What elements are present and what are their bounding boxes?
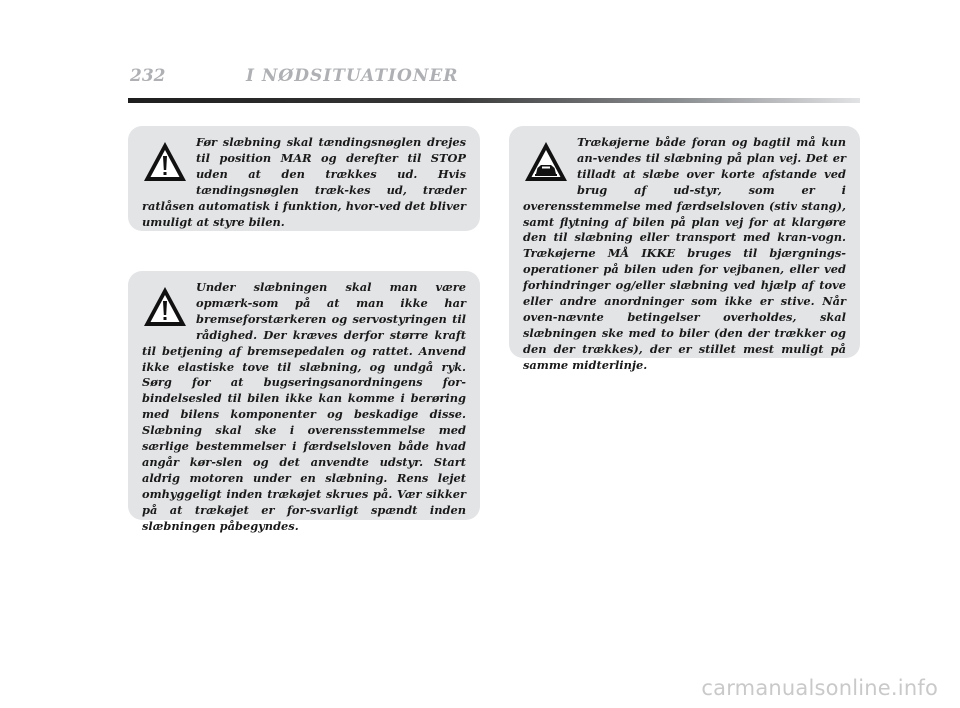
warning-box-ignition — [128, 126, 480, 231]
warning-text: Trækøjerne både foran og bagtil må kun an-vendes til slæbning på plan vej. Det er tilladt at slæbe over korte afstande ved brug af ud-styr, som er i overensstemmelse med færdselsloven (stiv stang), samt flytning af bilen på plan vej for at klargøre den til slæbning eller transport med kran-vogn. Trækøjerne MÅ IKKE bruges til bjærgnings-operationer på bilen uden for vejbanen, eller ved forhindringer og/eller slæbning ved hjælp af tove eller andre anordninger som ikke er stive. Når oven-nævnte betingelser overholdes, skal slæbningen ske med to biler (den der trækker og den der trækkes), der er stillet mest muligt på samme midterlinje. — [523, 135, 846, 372]
warning-triangle-icon — [142, 139, 188, 185]
warning-text: Under slæbningen skal man være opmærk-som på at man ikke har bremseforstærkeren og servostyringen til rådighed. Der kræves derfor større kraft til betjening af bremsepedalen og rattet. Anvend ikke elastiske tove til slæbning, og undgå ryk. Sørg for at bugseringsanordningens for-bindelsesled til bilen ikke kan komme i berøring med bilens komponenter og beskadige disse. Slæbning skal ske i overensstemmelse med særlige bestemmelser i færdselsloven både hvad angår kør-slen og det anvendte udstyr. Start aldrig motoren under en slæbning. Rens lejet omhyggeligt inden trækøjet skrues på. Vær sikker på at trækøjet er for-svarligt spændt inden slæbningen påbegyndes. — [142, 280, 466, 533]
section-title: I NØDSITUATIONER — [246, 66, 459, 86]
warning-box-towing — [128, 271, 480, 533]
header-rule — [128, 98, 860, 103]
warning-text: Før slæbning skal tændingsnøglen drejes til position MAR og derefter til STOP uden at den trækkes ud. Hvis tændingsnøglen træk-kes ud, træder ratlåsen automatisk i funktion, hvor-ved det bliver umuligt at styre bilen. — [142, 135, 466, 229]
car-warning-triangle-icon — [523, 139, 569, 185]
warning-box-tow-hooks — [509, 126, 860, 372]
watermark: carmanualsonline.info — [701, 676, 938, 700]
warning-triangle-icon — [142, 284, 188, 330]
page-number: 232 — [130, 66, 166, 86]
